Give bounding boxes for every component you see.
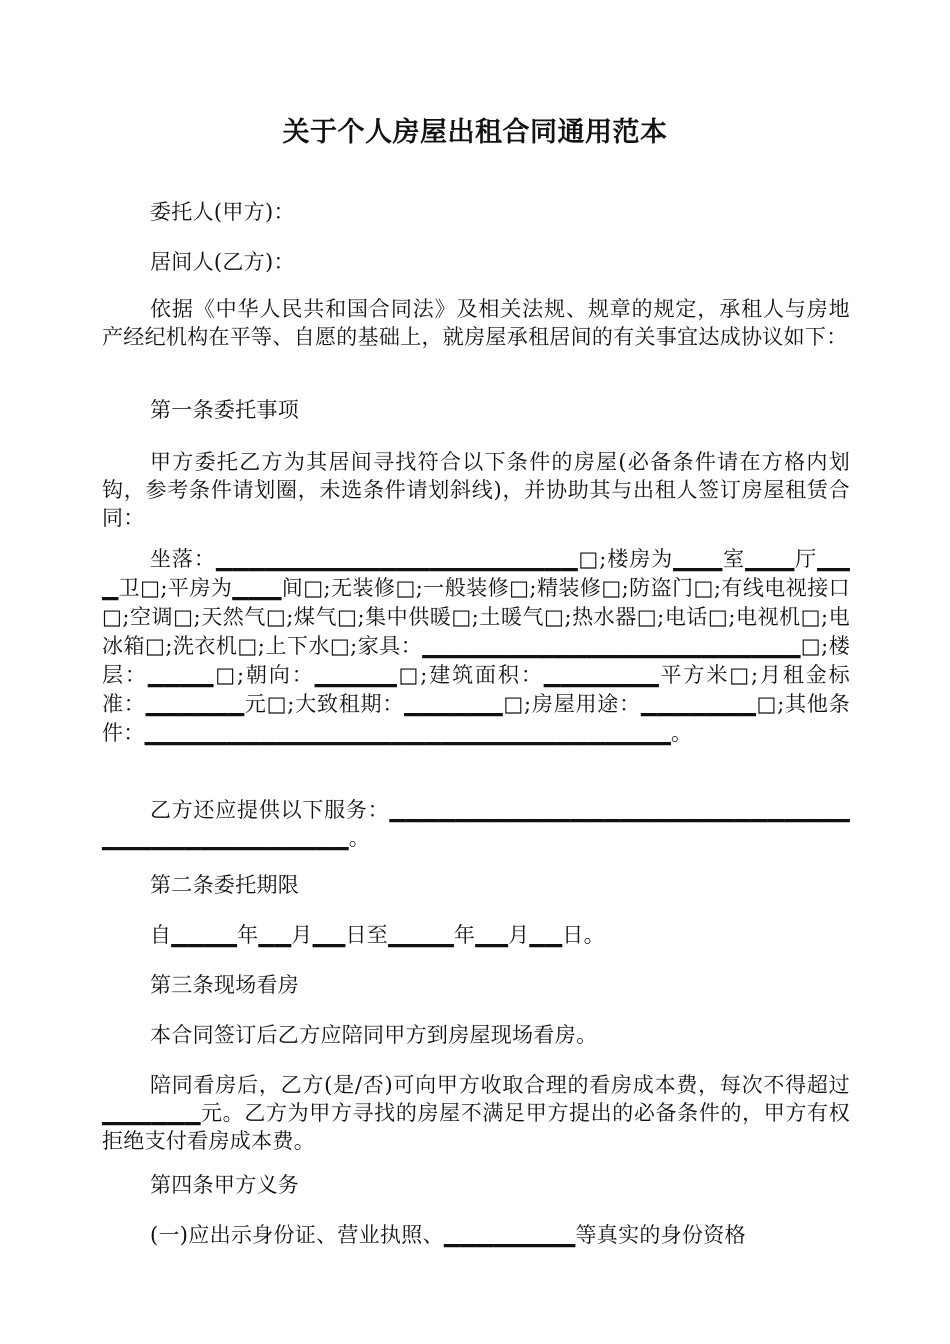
viewing-paragraph: 本合同签订后乙方应陪同甲方到房屋现场看房。: [150, 1023, 598, 1047]
preamble-paragraph: 依据《中华人民共和国合同法》及相关法规、规章的规定，承租人与房地产经纪机构在平等、自愿的基础上，就房屋承租居间的有关事宜达成协议如下：: [102, 297, 850, 349]
term-dates-line: 自▁▁▁▁年▁▁月▁▁日至▁▁▁▁年▁▁月▁▁日。: [150, 923, 605, 947]
viewing-fee-paragraph: 陪同看房后，乙方(是/否)可向甲方收取合理的看房成本费，每次不得超过▁▁▁▁▁▁元。乙方为甲方寻找的房屋不满足甲方提出的必备条件的，甲方有权拒绝支付看房成本费。: [102, 1073, 850, 1153]
intermediary-party-b-line: 居间人(乙方)：: [150, 250, 295, 274]
principal-party-a-line: 委托人(甲方)：: [150, 200, 295, 224]
document-title: 关于个人房屋出租合同通用范本: [282, 117, 668, 148]
article-4-heading: 第四条甲方义务: [150, 1173, 300, 1197]
additional-services-paragraph: 乙方还应提供以下服务：▁▁▁▁▁▁▁▁▁▁▁▁▁▁▁▁▁▁▁▁▁▁▁▁▁▁▁▁▁▁▁▁▁▁▁▁▁▁▁▁▁▁▁。: [102, 798, 850, 850]
property-conditions-paragraph: 坐落：▁▁▁▁▁▁▁▁▁▁▁▁▁▁▁▁▁▁▁▁▁▁□;楼房为▁▁▁室▁▁▁厅▁▁▁卫□;平房为▁▁▁间□;无装修□;一般装修□;精装修□;防盗门□;有线电视接口□;空调□;天然气□;煤气□;集中供暖□;土暖气□;热水器□;电话□;电视机□;电冰箱□;洗衣机□;上下水□;家具：▁▁▁▁▁▁▁▁▁▁▁▁▁▁▁▁▁▁▁▁▁▁▁□;楼层：▁▁▁▁□;朝向：▁▁▁▁▁□;建筑面积：▁▁▁▁▁▁▁平方米□;月租金标准：▁▁▁▁▁▁元□;大致租期：▁▁▁▁▁▁□;房屋用途：▁▁▁▁▁▁▁□;其他条件：▁▁▁▁▁▁▁▁▁▁▁▁▁▁▁▁▁▁▁▁▁▁▁▁▁▁▁▁▁▁▁▁。: [102, 547, 850, 745]
party-a-obligation-1: (一)应出示身份证、营业执照、▁▁▁▁▁▁▁▁等真实的身份资格: [150, 1223, 746, 1247]
article-2-heading: 第二条委托期限: [150, 873, 300, 897]
article-1-heading: 第一条委托事项: [150, 398, 300, 422]
article-3-heading: 第三条现场看房: [150, 973, 300, 997]
article-1-body: 甲方委托乙方为其居间寻找符合以下条件的房屋(必备条件请在方格内划钩，参考条件请划圈，未选条件请划斜线)，并协助其与出租人签订房屋租赁合同：: [102, 450, 850, 530]
